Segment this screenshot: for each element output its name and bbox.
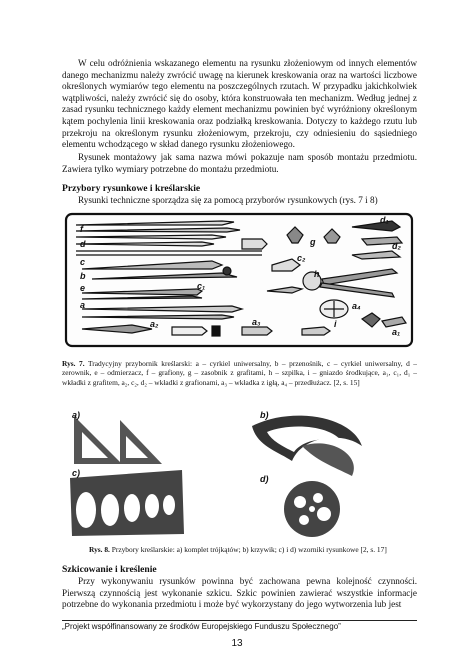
label-c2: c₂	[297, 253, 306, 263]
label-c: c	[80, 257, 86, 267]
paragraph-hatching: W celu odróżnienia wskazanego elementu na rysunku złożeniowym od innych elementów danego mechanizmu należy zwrócić uwagę na kierunek kreskowania oraz na wartości liczbowe określonych wymiarów tego elementu na poszczególnych rzutach. W przypadku jakichkolwiek wątpliwości, należy zwrócić się do osoby, która konstruowała ten mechanizm. Według jednej z zasad rysunku technicznego każdy element mechanizmu powinien być wyróżniony określonym kątem pochylenia linii kreskowania oraz podziałką kreskowania. Dotyczy to każdego rzutu lub przekroju na określonym rysunku złożeniowym, przekroju, czy odniesieniu do sąsiedniego elementu wchodzącego w skład danego rysunku złożeniowego.	[62, 58, 417, 150]
paragraph-assembly-drawing: Rysunek montażowy jak sama nazwa mówi pokazuje nam sposób montażu przedmiotu. Zawiera tylko wymiary potrzebne do montażu przedmiotu.	[62, 152, 417, 174]
footer-divider	[62, 620, 417, 621]
label-f: f	[80, 224, 83, 234]
heading-drawing-tools: Przybory rysunkowe i kreślarskie	[62, 183, 201, 194]
figure-8-label: Rys. 8.	[89, 545, 110, 554]
label-a1: a₁	[392, 327, 401, 337]
paragraph-sketching: Przy wykonywaniu rysunków powinna być zachowana pewna kolejność czynności. Pierwszą czynnością jest wykonanie szkicu. Szkic powinien zawierać wszystkie informacje potrzebne do wykonania przedmiotu i może być wykorzystany do jego wytworzenia lub jest	[62, 576, 417, 610]
panel-label-b: b)	[260, 410, 269, 420]
label-b: b	[80, 271, 86, 281]
footer-text: „Projekt współfinansowany ze środków Europejskiego Funduszu Społecznego”	[62, 622, 341, 631]
label-d2: d₂	[392, 241, 401, 251]
template-panel	[70, 470, 184, 536]
panel-label-d: d)	[260, 474, 269, 484]
panel-label-a: a)	[72, 410, 81, 420]
figure-8-drafting-tools	[62, 406, 417, 541]
circle-template-panel	[284, 481, 340, 537]
paragraph-drawing-tools-intro: Rysunki techniczne sporządza się za pomocą przyborów rysunkowych (rys. 7 i 8)	[78, 195, 378, 205]
label-a2: a₂	[150, 319, 159, 329]
panel-label-c: c)	[72, 468, 81, 478]
figure-8-caption	[89, 545, 419, 554]
label-h: h	[314, 269, 320, 279]
page-number: 13	[231, 638, 243, 649]
figure-7-caption-text: Tradycyjny przybornik kreślarski: a – cyrkiel uniwersalny, b – przenośnik, c – cyrkiel uniwersalny, d – zerownik, e – odmierzacz, f – grafiony, g – zasobnik z grafitami, h – szpilka, i – gniazdo środkujące, a₁, c₁, d₁ – wkładki z grafitem, a₂, c₂, d₂ – wkładki z grafionami, a₃ – wkładka z igłą, a₄ – przedłużacz. [2, s. 15]	[62, 359, 418, 387]
label-e: e	[80, 283, 86, 293]
label-a3: a₃	[252, 317, 261, 327]
figure-8-caption-text: Przybory kreślarskie: a) komplet trójkątów; b) krzywik; c) i d) wzorniki rysunkowe [2, s. 17]	[111, 545, 387, 554]
label-d: d	[80, 239, 86, 249]
triangle-set-panel	[74, 416, 162, 464]
label-g: g	[310, 237, 316, 247]
figure-7-drawing-set	[62, 209, 417, 352]
heading-sketching: Szkicowanie i kreślenie	[62, 564, 157, 575]
label-a4: a₄	[352, 301, 361, 311]
figure-7-label: Rys. 7.	[62, 359, 85, 368]
label-c1: c₁	[197, 281, 206, 291]
label-a: a	[80, 300, 86, 310]
label-d1: d₁	[380, 215, 389, 225]
figure-7-caption	[62, 359, 417, 387]
french-curve-panel	[252, 416, 362, 476]
label-i: i	[334, 319, 337, 329]
